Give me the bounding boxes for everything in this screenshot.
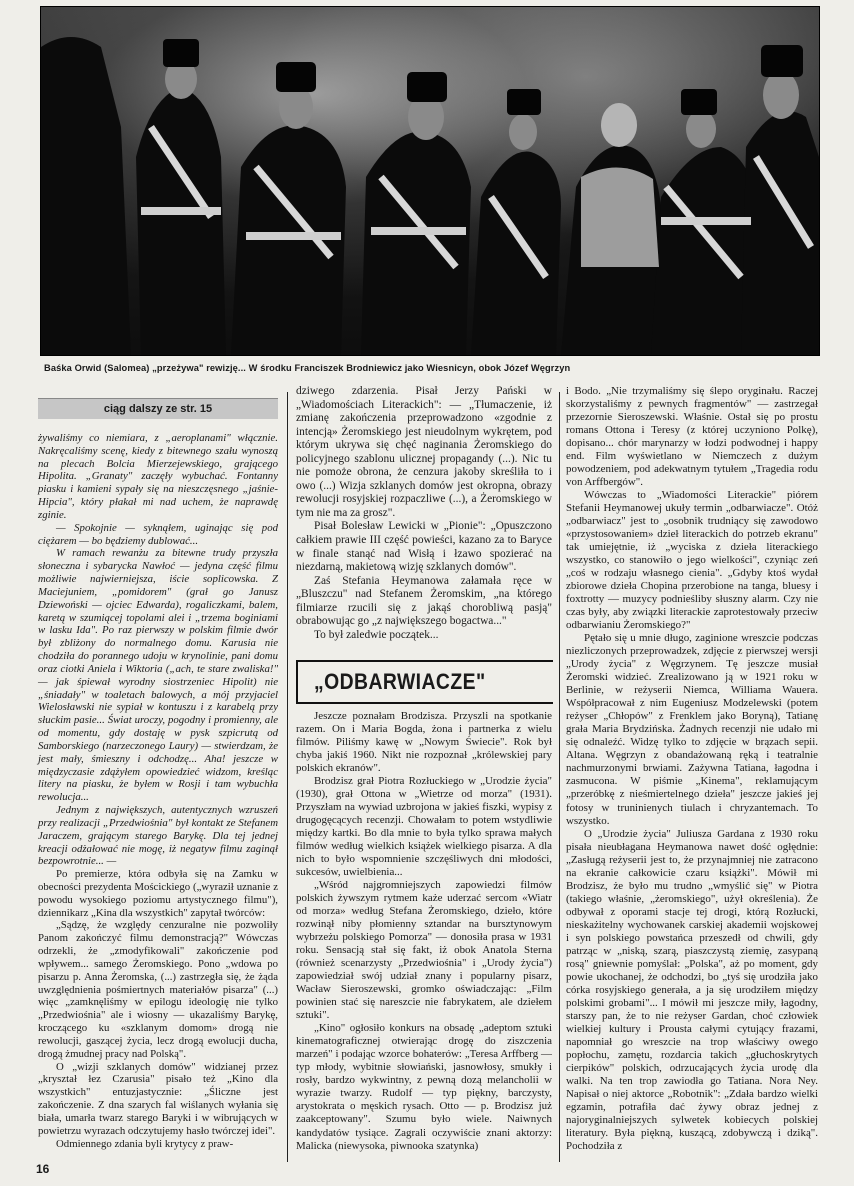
paragraph: dziwego zdarzenia. Pisał Jerzy Pański w „Wiadomościach Literackich": — „Tłumaczenie, iż zmianę zakończenia przeprowadzono «zgodnie z intencją» Żeromskiego jest nieudolnym wykrętem, pod którym ukrywa się chęć naginania Żeromskiego do policyjnego szablonu ulicznej propagandy (...). Nic tu nie pomoże obrona, że cenzura jakoby skreśliła to i owo (...) Wizja szklanych domów jest okropna, obrazy rewolucji rosyjskiej rozpaczliwe (...), a Żeromskiego w tym nie ma za grosz". [296,385,552,519]
paragraph: Wówczas to „Wiadomości Literackie" piórem Stefanii Heymanowej ukuły termin „odbarwiacze". Otóż „odbarwiacz" jest to „osobnik trudniący się zawodowo «przystosowaniem» dzieł literackich do potrzeb ekranu" tak umiejętnie, iż „wyciska z dzieła literackiego wszystko, co stanowiło o jego wielkości", czyniąc zeń „coś w rodzaju własnego cienia". „Gdyby ktoś wydał zbiorowe dzieła Chopina przerobione na tanga, bluesy i foxtrotty — muzycy podnieśliby słuszny alarm. Czy nie czas były, aby związki literackie zaprotestowały przeciw odbarwianiu Żeromskiego?" [566,489,818,632]
column-divider [559,392,560,1162]
film-still-photo [40,6,820,356]
section-heading: „ODBARWIACZE" [314,669,486,694]
paragraph: Zaś Stefania Heymanowa załamała ręce w „Bluszczu" nad Stefanem Żeromskim, „na którego filmiarze rzucili się z jakąś chorobliwą pasją" obrabowując go „z największego bogactwa..." [296,574,552,628]
paragraph: Pętało się u mnie długo, zaginione wreszcie podczas niezliczonych przeprowadzek, zdjęcie z pierwszej wersji „Urody życia" z Węgrzynem. Tę jeszcze musiał Żeromski widzieć. Zrealizowano ją w 1921 roku w Berlinie, w reżyserii Niemca, Williama Wauera. Współpracował z nim Eugeniusz Modzelewski (potem reżyser „Chłopów" z Frenklem jako Boryną), Tatianę grała Maria Brydzińska. Żadnych recenzji nie udało mi się odnaleźć. Widzę tylko to zdjęcie w brązach sepii. Altana. Węgrzyn z obandażowaną ręką i teatralnie nachmurzonymi brwiami. Zażywna Tatiana, łagodna i zasmucona. W piśmie „Kinema", reklamującym „przeróbkę z nieśmiertelnego dzieła" jeszcze jakieś jej fotosy w truninienych tiulach i chryzantemach. To wszystko. [566,632,818,827]
paragraph: Brodzisz grał Piotra Rozłuckiego w „Urodzie życia" (1930), grał Ottona w „Wietrze od morza" (1931). Przyszłam na wywiad uzbrojona w jakieś fiszki, wypisy z drugogęcących recenzji. Chowałam to potem wstydliwie między kartki. Bo dla mnie to była tylko sprawa małych filmów według wielkich książek wielkiego pisarza. A dla nich to było wspomnienie szczęśliwych dni młodości, sukcesów, uwielbienia... [296,775,552,879]
photo-caption: Baśka Orwid (Salomea) „przeżywa" rewizję... W środku Franciszek Brodniewicz jako Wiesnicyn, obok Józef Węgrzyn [44,363,571,373]
article-column-2 [296,385,552,642]
paragraph: W ramach rewanżu za bitewne trudy przyszła słoneczna i sybarycka Nawłoć — jedyna część filmu możliwie najwierniejsza, iście soplicowska. Z Maciejuniem, „pomidorem" (grał go Janusz Dziewoński — ojciec Edwarda), rogaliczkami, balem, karetą w szumiącej topolami alei i „trzema boginiami w lasku Ida". Po raz pierwszy w polskim filmie dwór był zbliżony do normalnego domu. Karusia nie chodziła do porannego udoju w krynolinie, pani domu oraz ciotki Aniela i Wiktoria („ach, te stare zwaliska!" — jak śpiewał wyrodny siostrzeniec Hipolit) nie „śniadały" w toaletach balowych, a mój przyjaciel Wielosławski nie sypiał w kontuszu i z karabelą przy słuckim pasie... Świat uroczy, pogodny i promienny, ale od momentu, gdy dostaję w pysk szpicrutą od Samborskiego (narzeczonego Laury) — stwierdzam, że jest mały, śmieszny i odchodzę... Aha! jeszcze w międzyczasie zdążyłem opowiedzieć widzom, kreśląc litery na piasku, że byłem w Rosji i tam wybuchła rewolucja... [38,547,278,804]
paragraph: Odmiennego zdania byli krytycy z praw- [56,1137,234,1150]
column-divider [287,392,288,1162]
paragraph: „Sądzę, że względy cenzuralne nie pozwoliły Panom zakończyć filmu demonstracją?" Wówczas odrzekli, że „zmodyfikowali" zakończenie pod wpływem... samego Żeromskiego. Pono „wdowa po pisarzu p. Anna Żeromska, (...) zastrzegła się, że żąda uwzględnienia pośmiertnych materiałów pisarza" (...) więc „zamknęliśmy w epilogu ideologię nie tylko „Przedwiośnia" ale i wiosny — ukazaliśmy Barykę, kroczącego ku «szklanym domom» drogą nie rewolucji, gaszącej życia, lecz drogą ewolucji ducha, drogą żmudnej pracy nad Polską". [38,919,278,1060]
soldiers-group-illustration [41,7,819,355]
paragraph: — Spokojnie — syknąłem, uginając się pod ciężarem — bo będziemy dublować... [38,521,278,547]
paragraph: i Bodo. „Nie trzymaliśmy się ślepo oryginału. Raczej skorzystaliśmy z pewnych fragmentów" — zastrzegał przezornie Sieroszewski. Właśnie. Ostał się po prostu romans Ottona i Teresy (z której uczyniono Polkę), dopisano... chór marynarzy w łodzi podwodnej i happy end. Film wyświetlano w Niemczech z dużym powodzeniem, pod adekwatnym tytułem „Tragedia rodu von Arffbergów". [566,385,818,489]
article-column-3 [566,385,818,1153]
paragraph: Pisał Bolesław Lewicki w „Pionie": „Opuszczono całkiem prawie III część powieści, kazano za to Baryce w finale stanąć nad Wisłą i łzawo spozierać na niezdarną, makietową wizję szklanych domów". [296,520,552,574]
paragraph: „Kino" ogłosiło konkurs na obsadę „adeptom sztuki kinematograficznej otwierając drogę do ziszczenia marzeń" i podając wzorce bohaterów: „Teresa Arffberg — typ młody, wybitnie słowiański, jasnowłosy, smukły i rosły, bardzo wykwintny, z pewną dozą melancholii w wyrazie twarzy. Rudolf — typ piękny, barczysty, arystokrata o męskich rysach. Otto — p. Brodzisz już zaakceptowany". Szumu było wiele. Naiwnych kandydatów tysiące. Zagrali oczywiście znani aktorzy: Malicka (niewysoka, piwnooka szatynka) [296,1022,552,1152]
paragraph: To był zaledwie początek... [314,628,439,641]
page-number: 16 [36,1162,50,1176]
paragraph: Jednym z największych, autentycznych wzruszeń przy realizacji „Przedwiośnia" był kontakt ze Stefanem Jaraczem, grającym starego Barykę. Dla tej jednej kreacji odżałować nie mogę, iż negatyw filmu zaginął bezpowrotnie... — [38,804,278,868]
paragraph: O „wizji szklanych domów" widzianej przez „kryształ łez Czarusia" pisało też „Kino dla wszystkich" entuzjastycznie: „Śliczne jest zakończenie. Z dna szarych fal wiślanych wyłania się biała, umarła twarz starego Baryki i w wibrujących w powietrzu wyrazach odczytujemy hasło twórczej idei". [38,1060,278,1137]
continued-banner: ciąg dalszy ze str. 15 [38,398,278,419]
paragraph: Jeszcze poznałam Brodzisza. Przyszli na spotkanie razem. On i Maria Bogda, żona i partnerka z wielu filmów. Piliśmy kawę w „Nowym Świecie". Rok był chyba jakiś 1960. Nikt nie rozpoznał „królewskiej pary polskich ekranów". [296,710,552,775]
article-column-2-continued [296,710,552,1153]
paragraph: Po premierze, która odbyła się na Zamku w obecności prezydenta Mościckiego („wyraził uznanie z powodu wysokiego poziomu artystycznego filmu"), dziennikarz „Kina dla wszystkich" zapytał twórców: [38,868,278,919]
section-heading-box [296,660,553,704]
article-column-1 [38,432,278,1150]
paragraph: „Wśród najgromniejszych zapowiedzi filmów polskich żywszym rytmem każe uderzać sercom «Wiatr od morza» według Stefana Żeromskiego, dzieło, które rozwinął niby płomienny sztandar na bursztynowym wybrzeżu polskiego Pomorza" — donosiła prasa w 1931 roku. Sensacją stał się fakt, iż obok Anatola Sterna (również scenarzysty „Przedwiośnia" i „Urody życia") zapowiedział swój udział znany i popularny pisarz, Wacław Sieroszewski, gromko oświadczając: „Film powinien stać się nareszcie nie fabrykatem, ale dziełem sztuki". [296,879,552,1022]
paragraph: O „Urodzie życia" Juliusza Gardana z 1930 roku pisała nieubłagana Heymanowa nawet dość ogłędnie: „Zasługą reżyserii jest to, że przynajmniej nie zatracono na ekranie całkowicie czaru książki". Mówił mi Brodzisz, że było mu trudno „wmyślić się" w Piotra (takiego właśnie, „żeromskiego", użył określenia). Że odbywał z oporami stacje tej drogi, którą Rozłucki, nieskażitelny wychowanek carskiej akademii wojskowej i syn polskiego powstańca przeszedł od chwili, gdy patrząc w „niską, szarą, piaszczystą ziemię, zasypaną rosą" gniewnie pomyślał: „Polska", aż po moment, gdy powie ukochanej, że odchodzi, bo „tyś się urodziła jako córka rosyjskiego generała, a ja się urodziłem między polskimi grobami"... I mówił mi jeszcze miły, łagodny, starszy pan, że to nie reżyser Gardan, choć człowiek wielkiej kultury i Prousta całymi cytujący frazami, napomniał go wreszcie na trop właściwy owego popłochu, zamętu, rozdarcia takich „głuchoskrytych cierpików" polskich, odrzucających życia urodę dla walki. Na ten trop zawiodła go Tatiana. Nora Ney. Napisał o niej aktorce „Robotnik": „Zdała bardzo wielki egzamin, potrafiła dać żywy obraz jednej z najoryginalniejszych sylwetek kobiecych polskiej literatury. Była piękną, kuszącą, zdobywczą i dziką". Pochodziła z [566,827,818,1152]
heading-rule [296,662,298,702]
paragraph: żywaliśmy co niemiara, z „aeroplanami" włącznie. Nakręcaliśmy scenę, kiedy z bitewnego szału wynoszą na plecach Bolcia Mierzejewskiego, grającego Hipolita. „Granaty" zaczęły wybuchać. Fontanny piasku i kamieni sypały się na nieszczęsnego „jaśnie-Hipcia", który płakał mi nad uchem, że naprawdę zginie. [38,432,278,521]
